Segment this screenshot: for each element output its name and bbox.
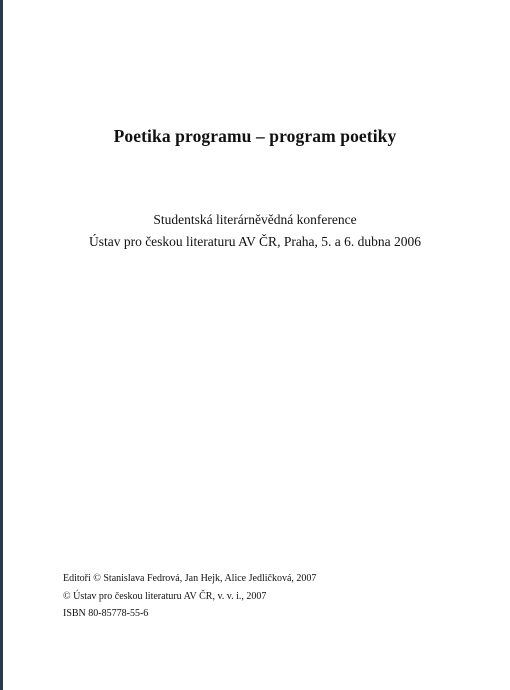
document-title: Poetika programu – program poetiky [113,126,397,146]
imprint-copyright: © Ústav pro českou literaturu AV ČR, v. v. i., 2007 [63,590,267,602]
page-left-edge [0,0,3,690]
conference-venue-date: Ústav pro českou literaturu AV ČR, Praha, 5. a 6. dubna 2006 [88,234,422,249]
imprint-isbn: ISBN 80-85778-55-6 [63,608,149,619]
conference-info [0,209,510,253]
conference-name: Studentská literárněvědná konference [153,212,357,227]
imprint-editors: Editoři © Stanislava Fedrová, Jan Hejk, Alice Jedličková, 2007 [63,573,317,584]
imprint [63,570,316,623]
